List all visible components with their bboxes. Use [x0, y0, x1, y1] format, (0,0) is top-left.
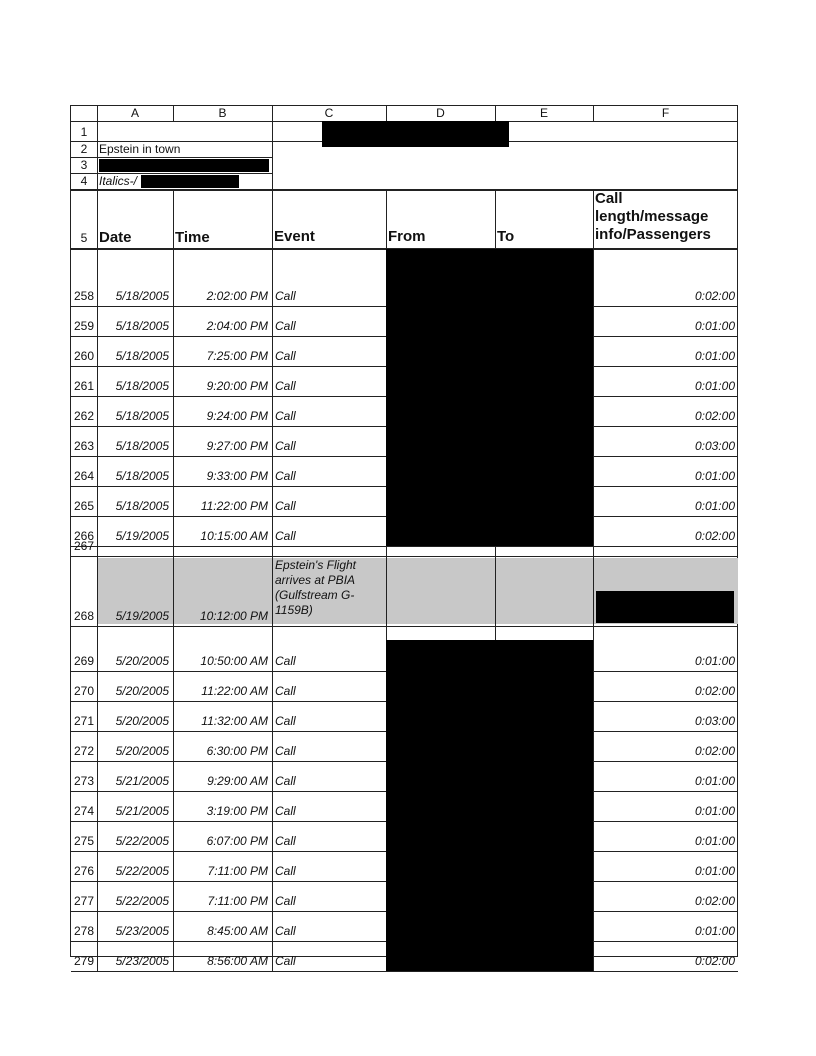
grid-line [272, 426, 273, 456]
row-number: 1 [80, 125, 88, 139]
grid-line [173, 396, 174, 426]
row-number: 3 [80, 158, 88, 172]
grid-line [173, 486, 174, 516]
grid-line [593, 791, 594, 821]
cell-date: 5/23/2005 [115, 954, 169, 968]
cell-date: 5/21/2005 [115, 774, 169, 788]
grid-line [495, 189, 496, 248]
header-call-info-line: info/Passengers [595, 226, 711, 243]
grid-line [173, 911, 174, 941]
redaction-block [99, 159, 269, 172]
grid-line [272, 851, 273, 881]
grid-line [97, 821, 98, 851]
grid-line [173, 336, 174, 366]
cell-date: 5/18/2005 [115, 409, 169, 423]
cell-time: 9:24:00 PM [206, 409, 268, 423]
header-call-info [595, 190, 711, 244]
row-number: 269 [73, 654, 95, 668]
cell-date: 5/18/2005 [115, 469, 169, 483]
redaction-block [141, 175, 239, 188]
row-number: 260 [73, 349, 95, 363]
grid-line [593, 701, 594, 731]
legend-epstein-in-town: Epstein in town [99, 142, 181, 156]
grid-line [495, 556, 496, 626]
cell-call-length: 0:02:00 [694, 684, 735, 698]
grid-line [97, 106, 98, 248]
grid-line [173, 189, 174, 248]
column-header-b: B [218, 106, 227, 120]
grid-line [272, 486, 273, 516]
grid-line [97, 516, 98, 546]
row-number: 271 [73, 714, 95, 728]
cell-time: 10:12:00 PM [199, 609, 268, 623]
grid-line [593, 911, 594, 941]
grid-line [593, 556, 594, 626]
cell-date: 5/20/2005 [115, 684, 169, 698]
cell-call-length: 0:01:00 [694, 319, 735, 333]
cell-date: 5/19/2005 [115, 609, 169, 623]
grid-line [386, 189, 387, 248]
grid-line [386, 106, 387, 121]
grid-line [272, 821, 273, 851]
row-number: 275 [73, 834, 95, 848]
row-number: 264 [73, 469, 95, 483]
grid-line [173, 731, 174, 761]
cell-time: 2:02:00 PM [206, 289, 268, 303]
row-number: 263 [73, 439, 95, 453]
row-number: 277 [73, 894, 95, 908]
cell-call-length: 0:01:00 [694, 804, 735, 818]
grid-line [593, 761, 594, 791]
cell-event-line: arrives at PBIA [275, 573, 356, 587]
grid-line [97, 546, 98, 556]
row-number: 270 [73, 684, 95, 698]
cell-date: 5/22/2005 [115, 864, 169, 878]
grid-line [97, 731, 98, 761]
grid-line [593, 821, 594, 851]
cell-time: 6:30:00 PM [206, 744, 268, 758]
grid-line [593, 626, 594, 671]
cell-time: 10:50:00 AM [200, 654, 268, 668]
row-number: 262 [73, 409, 95, 423]
cell-call-length: 0:01:00 [694, 834, 735, 848]
grid-line [272, 701, 273, 731]
grid-line [593, 396, 594, 426]
grid-line [495, 546, 496, 556]
grid-line [593, 516, 594, 546]
grid-line [97, 556, 98, 626]
grid-line [272, 881, 273, 911]
cell-date: 5/22/2005 [115, 834, 169, 848]
header-call-info-line: length/message [595, 208, 709, 225]
header-from: From [388, 228, 426, 245]
column-header-a: A [130, 106, 139, 120]
grid-line [593, 546, 594, 556]
grid-line [593, 249, 594, 306]
cell-call-length: 0:02:00 [694, 289, 735, 303]
grid-line [97, 336, 98, 366]
grid-line [97, 941, 98, 971]
grid-line [272, 336, 273, 366]
cell-event-line: (Gulfstream G- [275, 588, 355, 602]
cell-event: Call [275, 654, 296, 668]
grid-line [97, 486, 98, 516]
redaction-block [386, 640, 593, 971]
grid-line [173, 556, 174, 626]
grid-line [272, 306, 273, 336]
grid-line [173, 791, 174, 821]
cell-time: 9:29:00 AM [207, 774, 268, 788]
grid-line [593, 106, 594, 121]
grid-line [593, 366, 594, 396]
cell-date: 5/18/2005 [115, 349, 169, 363]
grid-line [272, 791, 273, 821]
cell-call-length: 0:02:00 [694, 744, 735, 758]
cell-call-length: 0:02:00 [694, 954, 735, 968]
cell-event: Call [275, 349, 296, 363]
grid-line [272, 941, 273, 971]
row-number: 268 [73, 609, 95, 623]
legend-italics: Italics-/ [99, 174, 138, 188]
grid-line [272, 516, 273, 546]
cell-event: Call [275, 529, 296, 543]
grid-line [71, 971, 738, 972]
grid-line [173, 456, 174, 486]
grid-line [272, 626, 273, 671]
grid-line [173, 516, 174, 546]
grid-line [593, 731, 594, 761]
grid-line [593, 881, 594, 911]
row-number: 261 [73, 379, 95, 393]
grid-line [272, 911, 273, 941]
cell-date: 5/20/2005 [115, 714, 169, 728]
cell-event: Call [275, 319, 296, 333]
cell-date: 5/23/2005 [115, 924, 169, 938]
cell-time: 8:56:00 AM [207, 954, 268, 968]
grid-line [173, 366, 174, 396]
grid-line [97, 626, 98, 671]
grid-line [173, 821, 174, 851]
grid-line [593, 486, 594, 516]
cell-date: 5/22/2005 [115, 894, 169, 908]
grid-line [272, 556, 273, 626]
grid-line [97, 396, 98, 426]
cell-time: 6:07:00 PM [206, 834, 268, 848]
grid-line [71, 189, 738, 191]
column-header-f: F [661, 106, 670, 120]
cell-call-length: 0:02:00 [694, 409, 735, 423]
row-number: 267 [73, 539, 95, 553]
cell-event: Call [275, 684, 296, 698]
cell-time: 9:27:00 PM [206, 439, 268, 453]
cell-call-length: 0:03:00 [694, 439, 735, 453]
cell-event: Call [275, 744, 296, 758]
cell-date: 5/19/2005 [115, 529, 169, 543]
cell-date: 5/20/2005 [115, 744, 169, 758]
row-number: 272 [73, 744, 95, 758]
cell-date: 5/18/2005 [115, 289, 169, 303]
grid-line [97, 426, 98, 456]
cell-date: 5/18/2005 [115, 379, 169, 393]
row-number: 2 [80, 142, 88, 156]
redaction-block [386, 249, 593, 546]
row-number: 273 [73, 774, 95, 788]
redaction-block [596, 591, 734, 623]
grid-line [173, 249, 174, 306]
header-date: Date [99, 229, 132, 246]
row-number: 259 [73, 319, 95, 333]
cell-event: Call [275, 714, 296, 728]
grid-line [173, 881, 174, 911]
grid-line [173, 546, 174, 556]
grid-line [593, 189, 594, 248]
grid-line [97, 701, 98, 731]
grid-line [593, 336, 594, 366]
cell-event: Call [275, 924, 296, 938]
grid-line [97, 851, 98, 881]
cell-call-length: 0:01:00 [694, 864, 735, 878]
row-number: 5 [80, 231, 88, 245]
cell-time: 8:45:00 AM [207, 924, 268, 938]
row-number: 278 [73, 924, 95, 938]
grid-line [173, 851, 174, 881]
grid-line [97, 761, 98, 791]
grid-line [97, 671, 98, 701]
cell-date: 5/20/2005 [115, 654, 169, 668]
cell-event-line: 1159B) [275, 603, 313, 617]
cell-event: Call [275, 469, 296, 483]
row-number: 258 [73, 289, 95, 303]
cell-time: 2:04:00 PM [206, 319, 268, 333]
cell-call-length: 0:03:00 [694, 714, 735, 728]
row-number: 265 [73, 499, 95, 513]
cell-call-length: 0:01:00 [694, 774, 735, 788]
grid-line [272, 396, 273, 426]
header-time: Time [175, 229, 210, 246]
cell-time: 7:11:00 PM [207, 894, 268, 908]
grid-line [173, 426, 174, 456]
grid-line [97, 306, 98, 336]
cell-event: Call [275, 894, 296, 908]
grid-line [386, 556, 387, 626]
row-number: 274 [73, 804, 95, 818]
row-number: 276 [73, 864, 95, 878]
cell-event: Call [275, 439, 296, 453]
grid-line [173, 306, 174, 336]
cell-call-length: 0:01:00 [694, 469, 735, 483]
grid-line [71, 157, 272, 158]
row-number: 4 [80, 174, 88, 188]
grid-line [272, 731, 273, 761]
cell-call-length: 0:01:00 [694, 379, 735, 393]
cell-event: Call [275, 804, 296, 818]
grid-line [173, 701, 174, 731]
cell-event-line: Epstein's Flight [275, 558, 356, 572]
grid-line [593, 851, 594, 881]
cell-date: 5/21/2005 [115, 804, 169, 818]
cell-time: 11:22:00 AM [201, 684, 268, 698]
redaction-block [322, 121, 509, 147]
grid-line [97, 456, 98, 486]
grid-line [272, 671, 273, 701]
grid-line [173, 106, 174, 121]
column-header-e: E [539, 106, 548, 120]
grid-line [593, 306, 594, 336]
grid-line [593, 456, 594, 486]
column-header-d: D [436, 106, 445, 120]
cell-call-length: 0:01:00 [694, 654, 735, 668]
cell-event: Call [275, 774, 296, 788]
grid-line [71, 626, 738, 627]
cell-date: 5/18/2005 [115, 439, 169, 453]
row-number: 279 [73, 954, 95, 968]
cell-event: Call [275, 289, 296, 303]
grid-line [97, 881, 98, 911]
cell-time: 11:32:00 AM [201, 714, 268, 728]
grid-line [272, 106, 273, 248]
grid-line [593, 426, 594, 456]
grid-line [272, 456, 273, 486]
grid-line [97, 791, 98, 821]
cell-time: 7:11:00 PM [207, 864, 268, 878]
grid-line [71, 173, 272, 174]
cell-time: 7:25:00 PM [206, 349, 268, 363]
grid-line [97, 911, 98, 941]
column-header-c: C [324, 106, 334, 120]
grid-line [173, 941, 174, 971]
grid-line [97, 366, 98, 396]
cell-date: 5/18/2005 [115, 499, 169, 513]
grid-line [97, 249, 98, 306]
grid-line [71, 546, 738, 547]
cell-time: 3:19:00 PM [206, 804, 268, 818]
grid-line [173, 761, 174, 791]
cell-call-length: 0:01:00 [694, 349, 735, 363]
cell-event: Call [275, 834, 296, 848]
header-event: Event [274, 228, 315, 245]
grid-line [386, 546, 387, 556]
grid-line [71, 556, 738, 557]
cell-call-length: 0:01:00 [694, 499, 735, 513]
grid-line [173, 671, 174, 701]
header-to: To [497, 228, 515, 245]
cell-event: Call [275, 379, 296, 393]
cell-event: Call [275, 409, 296, 423]
cell-event: Call [275, 954, 296, 968]
grid-line [495, 106, 496, 121]
cell-time: 9:33:00 PM [206, 469, 268, 483]
spreadsheet-page [70, 105, 738, 968]
header-call-info-line: Call [595, 190, 623, 207]
grid-line [272, 546, 273, 556]
cell-event: Call [275, 864, 296, 878]
cell-time: 9:20:00 PM [206, 379, 268, 393]
grid-line [272, 249, 273, 306]
cell-event: Call [275, 499, 296, 513]
grid-line [593, 941, 594, 971]
grid-line [272, 761, 273, 791]
cell-call-length: 0:01:00 [694, 924, 735, 938]
cell-time: 10:15:00 AM [200, 529, 268, 543]
cell-date: 5/18/2005 [115, 319, 169, 333]
grid-line [593, 671, 594, 701]
row-number: 266 [73, 529, 95, 543]
grid-line [272, 366, 273, 396]
cell-time: 11:22:00 PM [200, 499, 268, 513]
cell-call-length: 0:02:00 [694, 894, 735, 908]
cell-call-length: 0:02:00 [694, 529, 735, 543]
grid-line [173, 626, 174, 671]
